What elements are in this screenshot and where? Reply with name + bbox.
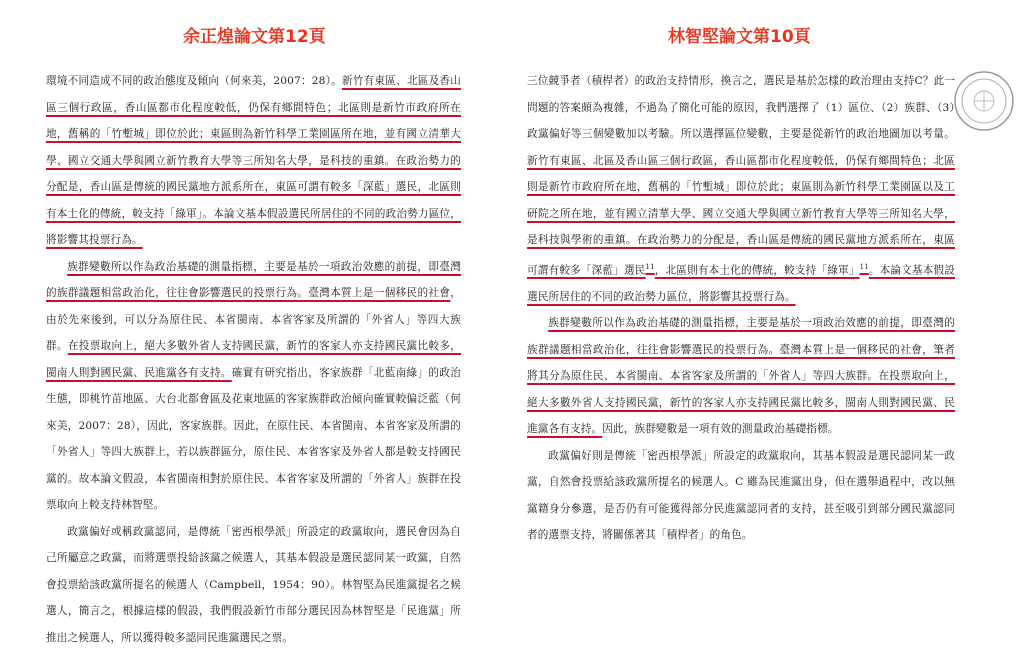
underlined-passage: 族群變數所以作為政治基礎的測量指標，主要是基於一項政治效應的前提，即臺灣的族群議題相當政治化，往往會影響選民的投票行為。臺灣本質上是一個移民的社會: [46, 261, 461, 300]
underlined-passage: 11: [646, 263, 655, 271]
underlined-passage: 。本論文基本假設選民所居住的不同的政治勢力區位，將影響其投票行為。: [527, 264, 955, 303]
underlined-passage: 在投票取向上，絕大多數外省人支持國民黨，新竹的客家人亦支持國民黨比較多，閩南人則對國民黨、民進黨各有支持。: [46, 340, 461, 379]
text-run: 確實有研究指出，客家族群「北藍南綠」的政治生態，即桃竹苗地區、大台北都會區及花東地區的客家族群政治傾向確實較偏泛藍（何來美，2007：28），因此，客家族群。因此，在原住民、本省閩南、本省客家及所謂的「外省人」等四大族群上，若以族群區分，原住民、本省客家及外省人都是較支持國民黨的。故本論文假設，本省閩南相對於原住民、本省客家及所謂的「外省人」族群在投票取向上較支持林智堅。: [46, 367, 461, 512]
right-document-page: [527, 68, 955, 549]
underlined-passage: ，筆者將其分為原住民、本省閩南、本省客家及所謂的「外省人」等四大族群。: [527, 344, 955, 383]
left-paragraph: [46, 519, 461, 651]
underlined-passage: 在投票取向上，絕大多數外省人支持國民黨，新竹的客家人亦支持國民黨比較多，閩南人則對國民黨、民進黨各有支持。: [527, 370, 955, 435]
underlined-passage: 新竹有東區、北區及香山區三個行政區，香山區都市化程度較低，仍保有鄉間特色；北區則是新竹市政府所在地，舊稱的「竹塹城」即位於此；東區則為新竹科學工業園區所在地，並有國立清華大學、國立交通大學與國立新竹教育大學等三所知名大學，是科技的重鎮。在政治勢力的分配是，香山區是傳統的國民黨地方派系所在，東區可謂有較多「深藍」選民，北區則有本土化的傳統，較支持「綠軍」。本論文基本假設選民所居住的不同的政治勢力區位，將影響其投票行為。: [46, 75, 461, 246]
right-paragraph: [527, 68, 955, 310]
left-paragraph: [46, 254, 461, 519]
text-run: 政黨偏好或稱政黨認同，是傳統「密西根學派」所設定的政黨取向，選民會因為自己所屬意之政黨，而將選票投給該黨之候選人，其基本假設是選民認同某一政黨，自然會投票給該政黨所提名的候選人（Campbell，1954：90）。林智堅為民進黨提名之候選人，簡言之，根據這樣的假設，我們假設新竹市部分選民因為林智堅是「民進黨」所推出之候選人，所以獲得較多認同民進黨選民之票。: [46, 526, 461, 644]
right-paragraph: [527, 443, 955, 549]
text-run: 環境不同造成不同的政治態度及傾向（何來美，2007：28）。: [46, 75, 342, 87]
underlined-passage: 11: [860, 263, 869, 271]
right-page-title: 林智堅論文第10頁: [668, 22, 811, 47]
right-paragraph: [527, 310, 955, 443]
text-run: 政黨偏好則是傳統「密西根學派」所設定的政黨取向，其基本假設是選民認同某一政黨，自然會投票給該政黨所提名的候選人。C 雖為民進黨出身，但在選舉過程中，改以無黨籍身分參選，是否仍有可能獲得部分民進黨認同者的支持，甚至吸引到部分國民黨認同者的選票支持，將關係著其「積桿者」的角色。: [527, 450, 955, 542]
underlined-passage: ，北區則有本土化的傳統，較支持「綠軍」: [655, 264, 860, 276]
text-run: ，由於先來後到，可以分為原住民、本省閩南、本省客家及所謂的「外省人」等四大族群。: [46, 287, 461, 352]
library-seal-stamp: [953, 70, 1015, 132]
left-paragraph: [46, 68, 461, 254]
text-run: 因此，族群變數是一項有效的測量政治基礎指標。: [602, 423, 838, 435]
left-document-page: [46, 68, 461, 651]
underlined-passage: 族群變數所以作為政治基礎的測量指標，主要是基於一項政治效應的前提，即臺灣的族群議題相當政治化，往往會影響選民的投票行為。臺灣本質上是一個移民的社會: [527, 317, 955, 356]
underlined-passage: 新竹有東區、北區及香山區三個行政區，香山區都市化程度較低，仍保有鄉間特色；北區則是新竹市政府所在地，舊稱的「竹塹城」即位於此；東區則為新竹科學工業園區以及工研院之所在地，並有國立清華大學、國立交通大學與國立新竹教育大學等三所知名大學，是科技與學術的重鎮。在政治勢力的分配是，香山區是傳統的國民黨地方派系所在，東區可謂有較多「深藍」選民: [527, 155, 955, 277]
text-run: 三位競爭者（積桿者）的政治支持情形，換言之，選民是基於怎樣的政治理由支持C？此一問題的答案頗為複雜，不過為了簡化可能的原因，我們選擇了（1）區位、（2）族群、（3）政黨偏好等三個變數加以考驗。所以選擇區位變數，主要是從新竹的政治地圖加以考量。: [527, 75, 955, 140]
left-page-title: 余正煌論文第12頁: [183, 22, 326, 47]
